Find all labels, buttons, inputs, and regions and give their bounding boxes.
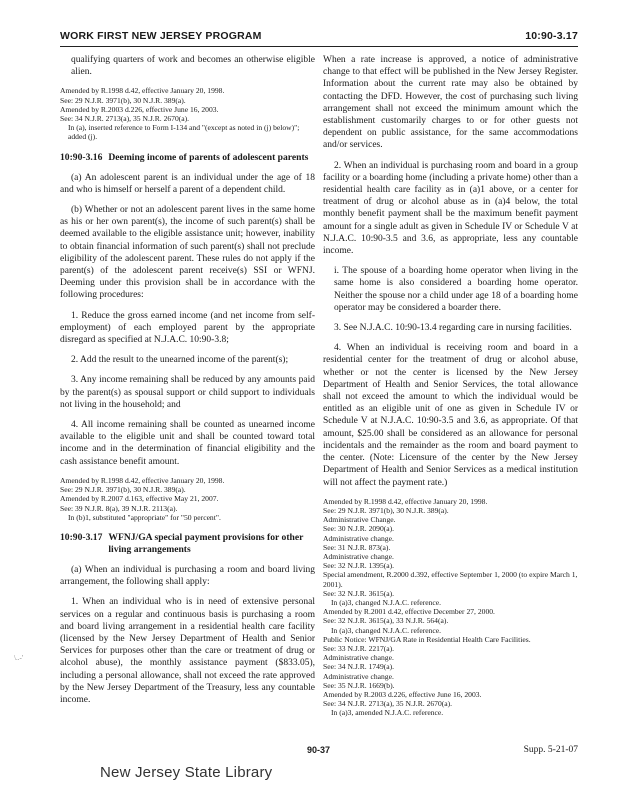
continued-paragraph: qualifying quarters of work and becomes an otherwise eligible alien. — [71, 55, 315, 78]
paragraph-b4: 4. All income remaining shall be counted as unearned income available to the eligible unit and shall be counted toward total income and in the determination of financial eligibility and the cash assistance benefit amount. — [60, 420, 315, 467]
header-section-number: 10:90-3.17 — [525, 30, 578, 42]
section-title: Deeming income of parents of adolescent parents — [108, 151, 309, 163]
note-line: In (a)3, amended N.J.A.C. reference. — [331, 708, 444, 718]
note-line: Amended by R.1998 d.42, effective January 20, 1998. — [60, 86, 225, 96]
note-line: See: 35 N.J.R. 1669(b). — [323, 680, 395, 690]
note-line: See: 30 N.J.R. 2090(a). — [323, 524, 395, 534]
margin-mark: \..-' — [14, 654, 24, 662]
note-line: Amended by R.2001 d.42, effective December 27, 2000. — [323, 607, 495, 617]
library-stamp: New Jersey State Library — [100, 764, 273, 781]
note-line: Administrative change. — [323, 653, 394, 663]
history-notes-3 — [323, 497, 578, 718]
note-line: In (a), inserted reference to Form I-134 and "(except as noted in (j) below)"; added (j). — [68, 123, 300, 142]
note-line: Amended by R.2007 d.163, effective May 21, 2007. — [60, 494, 219, 504]
note-line: Administrative change. — [323, 533, 394, 543]
note-line: Public Notice: WFNJ/GA Rate in Residential Health Care Facilities. — [323, 634, 531, 644]
note-line: In (a)3, changed N.J.A.C. reference. — [331, 597, 442, 607]
note-line: Amended by R.1998 d.42, effective January 20, 1998. — [323, 496, 488, 506]
note-line: See: 29 N.J.R. 3971(b), 30 N.J.R. 389(a). — [60, 95, 186, 105]
paragraph-a4: 4. When an individual is receiving room and board in a residential center for the treatment of drug or alcohol abuse, whether or not the center is licensed by the New Jersey Department of Health and Senior Services, the total allowance shall not exceed the amount to which the individual would be entitled as an eligible unit of one as given in Schedule IV or Schedule V at N.J.A.C. 10:90-3.5 and 3.6, as appropriate. Of that amount, $25.00 shall be considered as an allowance for personal incidentals and the remainder as the room and board payment to the center. (Note: Licensure of the center by the New Jersey Department of Health and Senior Services as a medical institution will not affect the payment rate.) — [323, 343, 578, 488]
note-line: Amended by R.2003 d.226, effective June 16, 2003. — [60, 104, 219, 114]
paragraph-b3: 3. Any income remaining shall be reduced by any amounts paid by the parent(s) as spousal support or child support to individuals not living in the household; and — [60, 375, 315, 410]
paragraph-b1: 1. Reduce the gross earned income (and net income from self-employment) of each employed parent by the appropriate disregard as specified at N.J.A.C. 10:90-3.8; — [60, 310, 315, 346]
history-notes-2 — [60, 476, 315, 522]
note-line: In (b)1, substituted "appropriate" for "50 percent". — [68, 512, 221, 522]
note-line: See: 31 N.J.R. 873(a). — [323, 542, 391, 552]
note-line: See: 32 N.J.R. 1395(a). — [323, 561, 395, 571]
note-line: Special amendment, R.2000 d.392, effective September 1, 2000 (to expire March 1, 2001). — [323, 570, 578, 589]
paragraph-a2: 2. When an individual is purchasing room and board in a group facility or a boarding home (including a private home) other than a residential health care facility as in (a)1 above, or a center for treatment of drug or alcohol abuse as in (a)4 below, the total monthly benefit payment shall be the maximum benefit payment amount for a single adult as given in Schedule IV or Schedule V at N.J.A.C. 10:90-3.5 and 3.6, as appropriate, less any countable income. — [323, 160, 578, 257]
note-line: Amended by R.1998 d.42, effective January 20, 1998. — [60, 475, 225, 485]
history-notes-1 — [60, 86, 315, 141]
running-header — [60, 30, 578, 47]
section-heading-3-17 — [60, 532, 315, 556]
section-number: 10:90-3.16 — [60, 151, 103, 163]
supplement-date: Supp. 5-21-07 — [523, 745, 578, 755]
note-line: See: 34 N.J.R. 1749(a). — [323, 662, 395, 672]
note-line: See: 32 N.J.R. 3615(a). — [323, 588, 395, 598]
note-line: Amended by R.2003 d.226, effective June 16, 2003. — [323, 689, 482, 699]
paragraph-b: (b) Whether or not an adolescent parent lives in the same home as his or her own parent(s), the income of such parent(s) shall be deemed available to the eligible assistance unit; however, inability to obtain financial information of such parent(s) shall not preclude eligibility of the adolescent parent. These rules do not apply if the parent(s) of the adolescent parent receive(s) SSI or WFNJ. Deeming under this provision shall be in accordance with the following procedures: — [60, 205, 315, 301]
note-line: See: 33 N.J.R. 2217(a). — [323, 643, 395, 653]
header-title: WORK FIRST NEW JERSEY PROGRAM — [60, 30, 262, 42]
right-column — [323, 54, 578, 728]
note-line: See: 39 N.J.R. 8(a), 39 N.J.R. 2113(a). — [60, 503, 178, 513]
paragraph-a: (a) When an individual is purchasing a room and board living arrangement, the following shall apply: — [60, 564, 315, 588]
section-number: 10:90-3.17 — [60, 531, 103, 543]
note-line: See: 34 N.J.R. 2713(a), 35 N.J.R. 2670(a). — [323, 699, 453, 709]
note-line: See: 34 N.J.R. 2713(a), 35 N.J.R. 2670(a). — [60, 114, 190, 124]
note-line: See: 29 N.J.R. 3971(b), 30 N.J.R. 389(a). — [60, 485, 186, 495]
paragraph-a2i: i. The spouse of a boarding home operator when living in the same home is also considered a boarding home operator. Neither the spouse nor a child under age 18 of a boarding home operator may be considered a boarder there. — [334, 266, 578, 313]
page-number: 90-37 — [307, 745, 331, 755]
section-title: WFNJ/GA special payment provisions for other living arrangements — [108, 531, 304, 555]
note-line: Administrative change. — [323, 551, 394, 561]
note-line: Administrative Change. — [323, 515, 396, 525]
note-line: In (a)3, changed N.J.A.C. reference. — [331, 625, 442, 635]
note-line: See: 32 N.J.R. 3615(a), 33 N.J.R. 564(a). — [323, 616, 449, 626]
section-heading-3-16 — [60, 152, 315, 164]
paragraph-a1: 1. When an individual who is in need of extensive personal services on a regular and continuous basis is purchasing a room and board living arrangement in a residential health care facility (licensed by the New Jersey Department of Health and Senior Services for purposes other than the care or treatment of drug or alcohol abuse), the monthly assistance payment ($833.05), including a personal allowance, shall not exceed the rate approved by the New Jersey Department of the Treasury, less any countable income. — [60, 597, 315, 705]
page-footer — [60, 745, 578, 761]
paragraph-a: (a) An adolescent parent is an individual under the age of 18 and who is himself or herself a parent of a dependent child. — [60, 172, 315, 195]
left-column — [60, 54, 315, 714]
paragraph-continued: When a rate increase is approved, a notice of administrative change to that effect will be published in the New Jersey Register. Information about the current rate may also be obtained by contacting the DFD. However, the cost of purchasing such living arrangement shall not exceed the minimum amount which the establishment customarily charges to or for other guests not dependent on public assistance, for the same accommodations and/or services. — [323, 55, 578, 151]
paragraph-a3: 3. See N.J.A.C. 10:90-13.4 regarding care in nursing facilities. — [334, 323, 572, 334]
note-line: See: 29 N.J.R. 3971(b), 30 N.J.R. 389(a). — [323, 505, 449, 515]
paragraph-b2: 2. Add the result to the unearned income of the parent(s); — [71, 355, 289, 366]
note-line: Administrative change. — [323, 671, 394, 681]
